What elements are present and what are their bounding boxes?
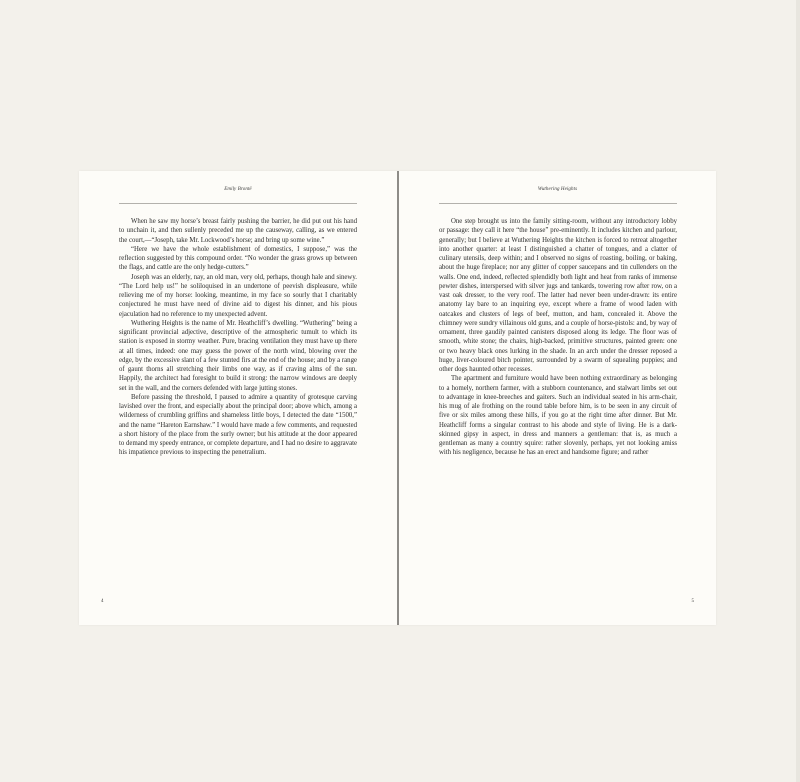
left-page bbox=[79, 171, 397, 625]
paragraph: The apartment and furniture would have been nothing extraordinary as belonging to a homely, northern farmer, with a stubborn countenance, and stalwart limbs set out to advantage in knee-breeches and gaiters. Such an individual seated in his arm-chair, his mug of ale frothing on the round table before him, is to be seen in any circuit of five or six miles among these hills, if you go at the right time after dinner. But Mr. Heathcliff forms a singular contrast to his abode and style of living. He is a dark-skinned gipsy in aspect, in dress and manners a gentleman: that is, as much a gentleman as many a country squire: rather slovenly, perhaps, yet not looking amiss with his negligence, because he has an erect and handsome figure; and rather bbox=[439, 375, 677, 457]
left-page-body bbox=[119, 217, 357, 587]
running-head-title: Wuthering Heights bbox=[537, 187, 578, 192]
paragraph: When he saw my horse’s breast fairly pushing the barrier, he did put out his hand to unchain it, and then sullenly preceded me up the causeway, calling, as we entered the court,—“Joseph, take Mr. Lockwood’s horse; and bring up some wine.” bbox=[119, 218, 357, 244]
paragraph: Wuthering Heights is the name of Mr. Heathcliff’s dwelling. “Wuthering” being a significant provincial adjective, descriptive of the atmospheric tumult to which its station is exposed in stormy weather. Pure, bracing ventilation they must have up there at all times, indeed: one may guess the power of the north wind, blowing over the edge, by the excessive slant of a few stunted firs at the end of the house; and by a range of gaunt thorns all stretching their limbs one way, as if craving alms of the sun. Happily, the architect had foresight to build it strong: the narrow windows are deeply set in the wall, and the corners defended with large jutting stones. bbox=[119, 319, 357, 392]
page-number: 4 bbox=[101, 599, 104, 604]
paragraph: Joseph was an elderly, nay, an old man, very old, perhaps, though hale and sinewy. “The Lord help us!” he soliloquised in an undertone of peevish displeasure, while relieving me of my horse: looking, meantime, in my face so sourly that I charitably conjectured he must have need of divine aid to digest his dinner, and his pious ejaculation had no reference to my unexpected advent. bbox=[119, 273, 357, 318]
paragraph: One step brought us into the family sitting-room, without any introductory lobby or passage: they call it here “the house” pre-eminently. It includes kitchen and parlour, generally; but I believe at Wuthering Heights the kitchen is forced to retreat altogether into another quarter: at least I distinguished a chatter of tongues, and a clatter of culinary utensils, deep within; and I observed no signs of roasting, boiling, or baking, about the huge fireplace; nor any glitter of copper saucepans and tin cullenders on the walls. One end, indeed, reflected splendidly both light and heat from ranks of immense pewter dishes, interspersed with silver jugs and tankards, towering row after row, on a vast oak dresser, to the very roof. The latter had never been under-drawn: its entire anatomy lay bare to an inquiring eye, except where a frame of wood laden with oatcakes and clusters of legs of beef, mutton, and ham, concealed it. Above the chimney were sundry villainous old guns, and a couple of horse-pistols: and, by way of ornament, three gaudily painted canisters disposed along its ledge. The floor was of smooth, white stone; the chairs, high-backed, primitive structures, painted green: one or two heavy black ones lurking in the shade. In an arch under the dresser reposed a huge, liver-coloured bitch pointer, surrounded by a swarm of squealing puppies; and other dogs haunted other recesses. bbox=[439, 218, 677, 373]
header-rule bbox=[119, 203, 357, 204]
page-number: 5 bbox=[691, 599, 694, 604]
header-rule bbox=[439, 203, 677, 204]
paragraph: “Here we have the whole establishment of domestics, I suppose,” was the reflection suggested by this compound order. “No wonder the grass grows up between the flags, and cattle are the only hedge-cutters.” bbox=[119, 245, 357, 272]
paragraph: Before passing the threshold, I paused to admire a quantity of grotesque carving lavished over the front, and especially about the principal door; above which, among a wilderness of crumbling griffins and shameless little boys, I detected the date “1500,” and the name “Hareton Earnshaw.” I would have made a few comments, and requested a short history of the place from the surly owner; but his attitude at the door appeared to demand my speedy entrance, or complete departure, and I had no desire to aggravate his impatience previous to inspecting the penetralium. bbox=[119, 393, 357, 457]
running-head-author: Emily Brontë bbox=[224, 187, 252, 192]
scrollbar[interactable] bbox=[796, 0, 800, 782]
right-page-body bbox=[439, 217, 677, 587]
right-page bbox=[399, 171, 716, 625]
book-spread bbox=[79, 171, 716, 625]
